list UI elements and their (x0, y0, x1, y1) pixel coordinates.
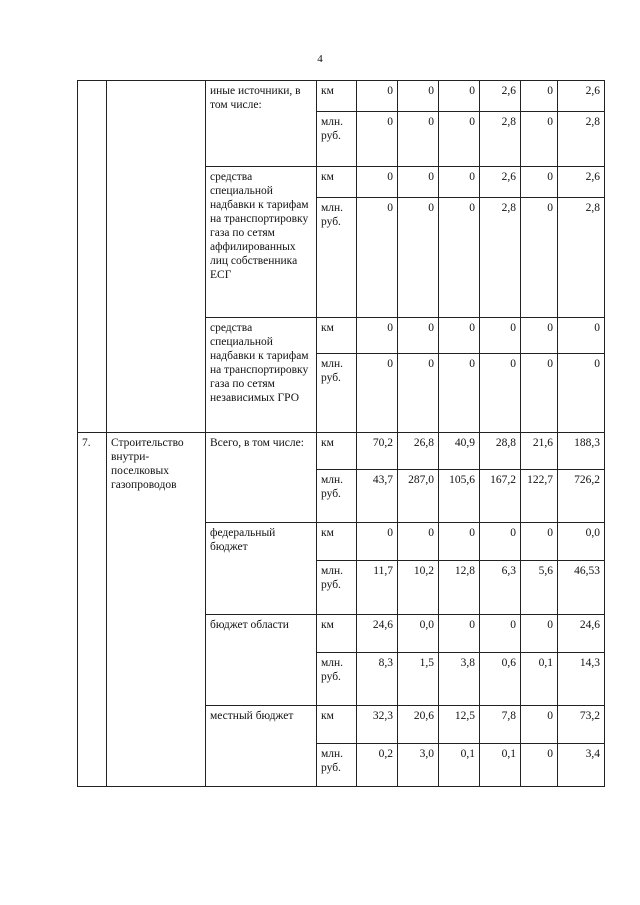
unit-cell: млн. руб. (317, 561, 357, 615)
value-cell: 0 (439, 167, 480, 198)
item-number-cell: 7. (78, 433, 107, 787)
value-cell: 0 (439, 198, 480, 318)
funding-table (77, 80, 605, 787)
value-cell: 0 (439, 81, 480, 112)
value-cell: 20,6 (398, 706, 439, 744)
item-name-cell: Строительство внутри-поселковых газопроводов (107, 433, 206, 787)
value-cell: 2,6 (558, 81, 605, 112)
table-row (78, 433, 605, 470)
value-cell: 0 (357, 354, 398, 433)
funding-source-cell: средства специальной надбавки к тарифам на транспортировку газа по сетям независимых ГРО (206, 318, 317, 433)
value-cell: 0 (521, 81, 558, 112)
value-cell: 0 (521, 744, 558, 787)
value-cell: 188,3 (558, 433, 605, 470)
value-cell: 28,8 (480, 433, 521, 470)
value-cell: 0 (558, 318, 605, 354)
unit-cell: км (317, 167, 357, 198)
value-cell: 3,8 (439, 653, 480, 706)
value-cell: 24,6 (357, 615, 398, 653)
value-cell: 12,5 (439, 706, 480, 744)
value-cell: 0 (398, 112, 439, 167)
value-cell: 0 (357, 112, 398, 167)
value-cell: 0 (521, 523, 558, 561)
unit-cell: млн. руб. (317, 354, 357, 433)
value-cell: 0 (521, 354, 558, 433)
item-number-cell (78, 81, 107, 433)
unit-cell: млн. руб. (317, 198, 357, 318)
value-cell: 287,0 (398, 470, 439, 523)
value-cell: 0 (357, 523, 398, 561)
value-cell: 0 (398, 318, 439, 354)
value-cell: 26,8 (398, 433, 439, 470)
page-number: 4 (317, 53, 323, 65)
value-cell: 0,0 (558, 523, 605, 561)
unit-cell: км (317, 523, 357, 561)
value-cell: 0 (439, 318, 480, 354)
value-cell: 5,6 (521, 561, 558, 615)
value-cell: 11,7 (357, 561, 398, 615)
value-cell: 0 (521, 112, 558, 167)
value-cell: 3,4 (558, 744, 605, 787)
value-cell: 0 (439, 523, 480, 561)
unit-cell: км (317, 615, 357, 653)
unit-cell: км (317, 318, 357, 354)
item-name-cell (107, 81, 206, 433)
value-cell: 12,8 (439, 561, 480, 615)
unit-cell: млн. руб. (317, 112, 357, 167)
value-cell: 0,1 (521, 653, 558, 706)
value-cell: 0 (480, 318, 521, 354)
value-cell: 0 (558, 354, 605, 433)
value-cell: 43,7 (357, 470, 398, 523)
unit-cell: млн. руб. (317, 653, 357, 706)
value-cell: 0,2 (357, 744, 398, 787)
value-cell: 7,8 (480, 706, 521, 744)
value-cell: 0 (521, 167, 558, 198)
unit-cell: млн. руб. (317, 470, 357, 523)
value-cell: 0,6 (480, 653, 521, 706)
value-cell: 0 (439, 112, 480, 167)
value-cell: 2,8 (480, 198, 521, 318)
value-cell: 122,7 (521, 470, 558, 523)
value-cell: 0 (398, 354, 439, 433)
value-cell: 3,0 (398, 744, 439, 787)
value-cell: 70,2 (357, 433, 398, 470)
value-cell: 0,1 (439, 744, 480, 787)
funding-source-cell: иные источники, в том числе: (206, 81, 317, 167)
funding-source-cell: федеральный бюджет (206, 523, 317, 615)
value-cell: 0 (398, 523, 439, 561)
value-cell: 0 (357, 81, 398, 112)
value-cell: 0 (521, 706, 558, 744)
value-cell: 0 (521, 318, 558, 354)
value-cell: 0,1 (480, 744, 521, 787)
value-cell: 21,6 (521, 433, 558, 470)
value-cell: 46,53 (558, 561, 605, 615)
value-cell: 24,6 (558, 615, 605, 653)
value-cell: 0 (480, 354, 521, 433)
funding-source-cell: Всего, в том числе: (206, 433, 317, 523)
table-row (78, 81, 605, 112)
value-cell: 105,6 (439, 470, 480, 523)
funding-source-cell: местный бюджет (206, 706, 317, 787)
value-cell: 0 (398, 198, 439, 318)
value-cell: 2,8 (558, 198, 605, 318)
unit-cell: км (317, 81, 357, 112)
value-cell: 0 (439, 615, 480, 653)
value-cell: 0 (480, 523, 521, 561)
unit-cell: км (317, 706, 357, 744)
value-cell: 6,3 (480, 561, 521, 615)
value-cell: 0 (521, 198, 558, 318)
value-cell: 2,8 (480, 112, 521, 167)
value-cell: 0 (357, 167, 398, 198)
value-cell: 0,0 (398, 615, 439, 653)
value-cell: 0 (398, 81, 439, 112)
value-cell: 0 (521, 615, 558, 653)
value-cell: 1,5 (398, 653, 439, 706)
funding-source-cell: бюджет области (206, 615, 317, 706)
value-cell: 0 (439, 354, 480, 433)
value-cell: 14,3 (558, 653, 605, 706)
value-cell: 73,2 (558, 706, 605, 744)
value-cell: 10,2 (398, 561, 439, 615)
value-cell: 2,6 (480, 167, 521, 198)
value-cell: 0 (357, 198, 398, 318)
value-cell: 40,9 (439, 433, 480, 470)
value-cell: 0 (357, 318, 398, 354)
unit-cell: км (317, 433, 357, 470)
unit-cell: млн. руб. (317, 744, 357, 787)
value-cell: 32,3 (357, 706, 398, 744)
value-cell: 2,6 (558, 167, 605, 198)
value-cell: 167,2 (480, 470, 521, 523)
value-cell: 2,8 (558, 112, 605, 167)
value-cell: 8,3 (357, 653, 398, 706)
value-cell: 2,6 (480, 81, 521, 112)
funding-source-cell: средства специальной надбавки к тарифам на транспортировку газа по сетям аффилированных лиц собственника ЕСГ (206, 167, 317, 318)
value-cell: 0 (480, 615, 521, 653)
value-cell: 0 (398, 167, 439, 198)
value-cell: 726,2 (558, 470, 605, 523)
